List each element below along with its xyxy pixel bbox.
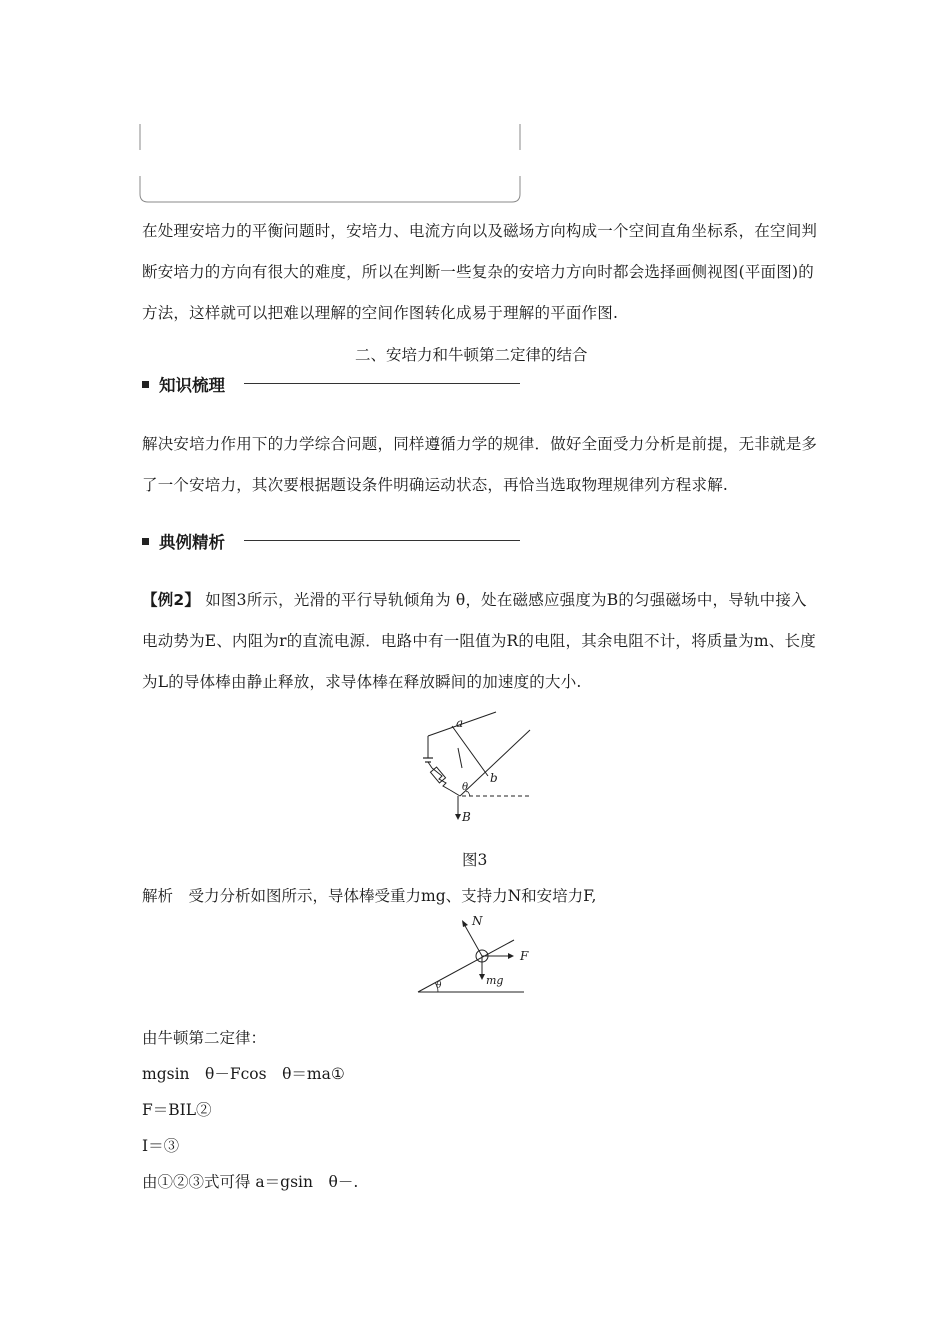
example-problem	[142, 580, 818, 703]
force-label-theta: θ	[436, 981, 442, 991]
solution-intro: 解析 受力分析如图所示，导体棒受重力mg、支持力N和安培力F,	[142, 887, 597, 905]
conclusion: 由①②③式可得 a＝gsin θ－.	[142, 1173, 359, 1191]
figure-3-caption: 图3	[462, 851, 488, 869]
figure-3-label-B: B	[462, 810, 471, 824]
force-label-F: F	[520, 949, 529, 963]
paragraph-ampere-balance: 在处理安培力的平衡问题时，安培力、电流方向以及磁场方向构成一个空间直角坐标系，在空间判断安培力的方向有很大的难度，所以在判断一些复杂的安培力方向时都会选择画侧视图(平面图)的方法，这样就可以把难以理解的空间作图转化成易于理解的平面作图.	[142, 222, 818, 322]
paragraph-knowledge: 解决安培力作用下的力学综合问题，同样遵循力学的规律．做好全面受力分析是前提，无非就是多了一个安培力，其次要根据题设条件明确运动状态，再恰当选取物理规律列方程求解.	[142, 435, 818, 494]
heading-examples-label: 典例精析	[159, 533, 225, 552]
equation-2: F＝BIL②	[142, 1101, 212, 1119]
example-tag: 【例2】	[142, 591, 201, 609]
heading-rule	[244, 540, 520, 541]
figure-3-label-theta: θ	[462, 782, 469, 793]
force-label-mg: mg	[486, 974, 504, 987]
force-label-N: N	[472, 914, 483, 928]
newton-law-line: 由牛顿第二定律：	[142, 1029, 267, 1047]
heading-examples	[142, 529, 225, 553]
section-title: 二、安培力和牛顿第二定律的结合	[355, 346, 588, 364]
figure-3-label-b: b	[490, 771, 498, 785]
heading-rule	[244, 383, 520, 384]
bracket-box	[136, 120, 526, 206]
equation-1: mgsin θ－Fcos θ＝ma①	[142, 1065, 345, 1083]
square-bullet-icon	[142, 381, 149, 388]
heading-knowledge	[142, 372, 225, 396]
example-text: 如图3所示，光滑的平行导轨倾角为 θ，处在磁感应强度为B的匀强磁场中，导轨中接入电动势为E、内阻为r的直流电源．电路中有一阻值为R的电阻，其余电阻不计，将质量为m、长度为L的导体棒由静止释放，求导体棒在释放瞬间的加速度的大小.	[142, 591, 816, 691]
square-bullet-icon	[142, 538, 149, 545]
figure-3-incline-rails	[410, 706, 546, 830]
heading-knowledge-label: 知识梳理	[159, 376, 225, 395]
figure-3-label-a: a	[456, 716, 464, 730]
equation-3: I＝③	[142, 1137, 180, 1155]
